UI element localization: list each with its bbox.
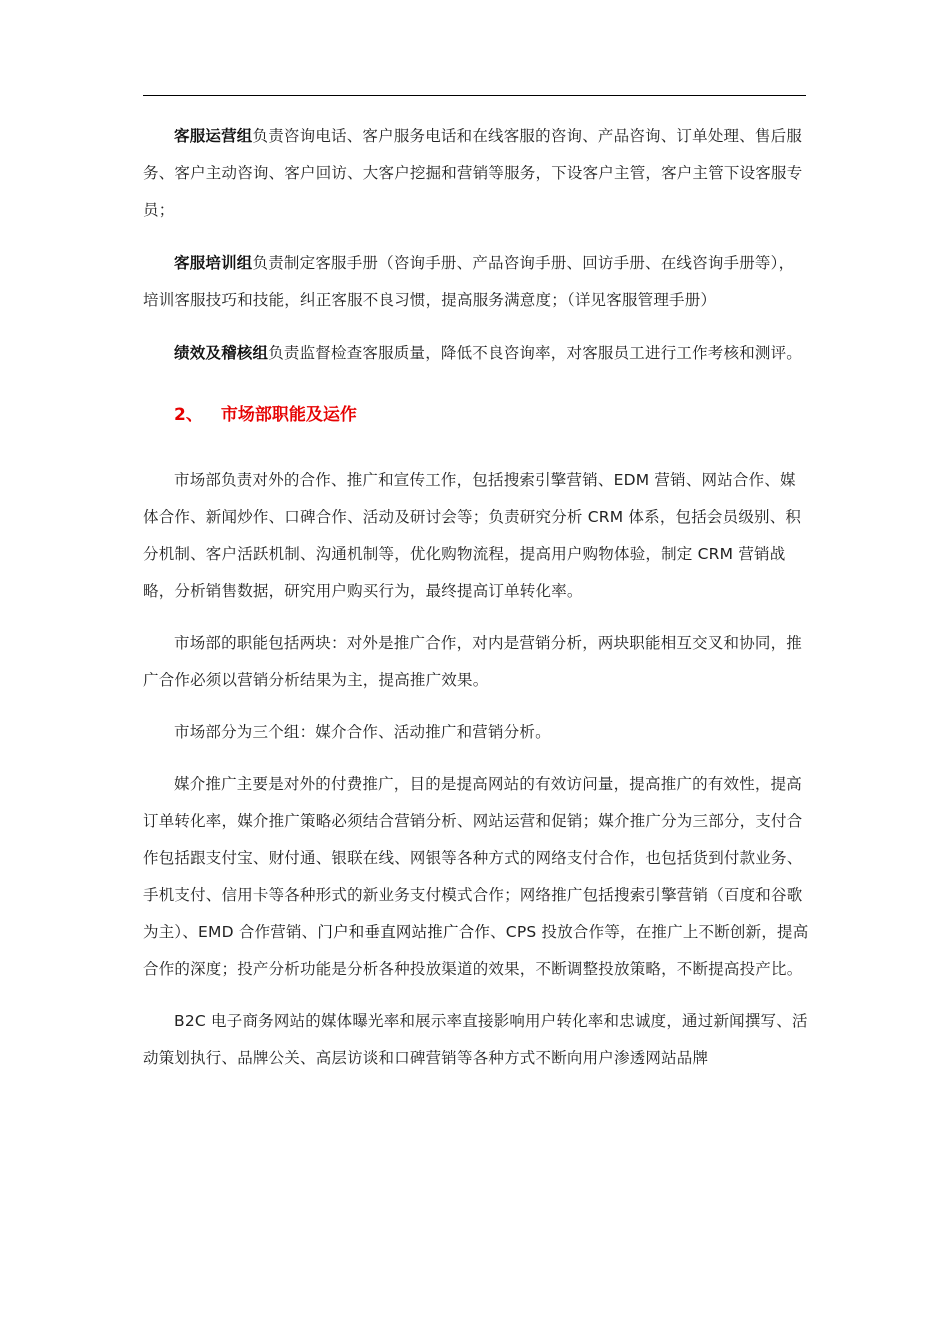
portal-promotion-phrase: 门户和垂直网站推广合作 [317, 923, 491, 941]
paragraph-market-groups: 市场部分为三个组：媒介合作、活动推广和营销分析。 [174, 723, 551, 741]
paragraph-performance-audit [143, 335, 809, 372]
section-title: 市场部职能及运作 [220, 405, 357, 425]
section-number: 2、 [174, 405, 203, 425]
term-performance-audit: 绩效及稽核组 [174, 344, 269, 362]
paragraph-b2c-media: B2C 电子商务网站的媒体曝光率和展示率直接影响用户转化率和忠诚度，通过新闻撰写、活动策划执行、品牌公关、高层访谈和口碑营销等各种方式不断向用户渗透网站品牌 [143, 1012, 808, 1067]
section-heading [143, 400, 809, 430]
paragraph-customer-ops [143, 118, 809, 229]
paragraph-media-promotion [143, 766, 809, 988]
document-body [143, 118, 809, 1092]
paragraph-text: 、CPS 投放合作等，在推广上不断创新，提高合作的深度；投产分析功能是分析各种投放渠道的效果，不断调整投放策略，不断提高投产比。 [143, 923, 809, 978]
term-customer-training: 客服培训组 [174, 254, 253, 272]
paragraph-customer-training [143, 245, 809, 319]
header-rule [143, 95, 806, 96]
term-customer-ops: 客服运营组 [174, 127, 253, 145]
paragraph-text: 负责监督检查客服质量，降低不良咨询率，对客服员工进行工作考核和测评。 [268, 344, 803, 362]
paragraph-market-duties: 市场部负责对外的合作、推广和宣传工作，包括搜索引擎营销、EDM 营销、网站合作、媒体合作、新闻炒作、口碑合作、活动及研讨会等；负责研究分析 CRM 体系，包括会员级别、积分机制、客户活跃机制、沟通机制等，优化购物流程，提高用户购物体验，制定 CRM 营销战略，分析销售数据，研究用户购买行为，最终提高订单转化率。 [143, 471, 802, 600]
paragraph-market-functions: 市场部的职能包括两块：对外是推广合作，对内是营销分析，两块职能相互交叉和协同，推广合作必须以营销分析结果为主，提高推广效果。 [143, 634, 803, 689]
paragraph-text: 媒介推广主要是对外的付费推广，目的是提高网站的有效访问量，提高推广的有效性，提高订单转化率，媒介推广策略必须结合营销分析、网站运营和促销；媒介推广分为三部分，支付合作包括跟支付宝、财付通、银联在线、网银等各种方式的网络支付合作，也包括货到付款业务、手机支付、信用卡等各种形式的新业务支付模式合作；网络推广包括搜索引擎营销（百度和谷歌为主）、EMD 合作营销、 [143, 775, 803, 941]
paragraph-text: 负责咨询电话、客户服务电话和在线客服的咨询、产品咨询、订单处理、售后服务、客户主动咨询、客户回访、大客户挖掘和营销等服务，下设客户主管，客户主管下设客服专员； [143, 127, 803, 219]
paragraph-text: 负责制定客服手册（咨询手册、产品咨询手册、回访手册、在线咨询手册等），培训客服技巧和技能，纠正客服不良习惯，提高服务满意度；（详见客服管理手册） [143, 254, 795, 309]
